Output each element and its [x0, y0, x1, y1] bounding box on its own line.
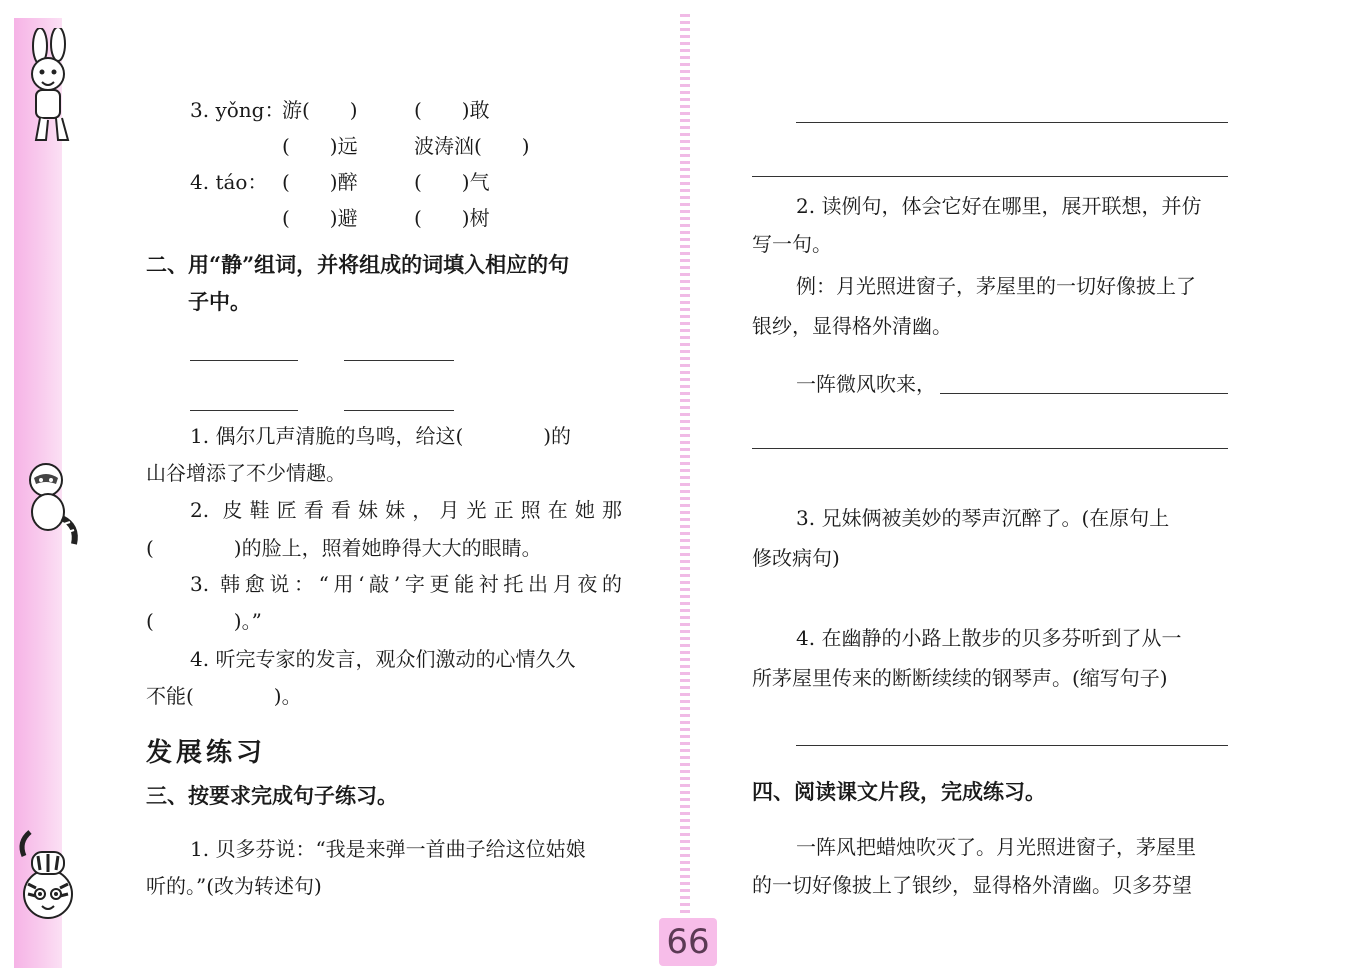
pinyin-cell: ( )敢 [414, 98, 490, 122]
raccoon-icon [12, 452, 84, 552]
passage-line: 的一切好像披上了银纱，显得格外清幽。贝多芬望 [752, 873, 1192, 897]
pinyin-cell: ( )气 [414, 170, 490, 194]
sentence-line: 2. 读例句，体会它好在哪里，展开联想，并仿 [796, 194, 1202, 218]
prompt-text: 一阵微风吹来， [796, 372, 936, 396]
rabbit-icon [12, 28, 84, 148]
sentence-line: ( )。” [146, 609, 262, 633]
example-line: 例：月光照进窗子，茅屋里的一切好像披上了 [796, 274, 1196, 298]
sentence-line: 3. 韩愈说：“用‘敲’字更能衬托出月夜的 [190, 572, 622, 596]
page-divider [680, 14, 690, 914]
sentence-line: 山谷增添了不少情趣。 [146, 461, 346, 485]
answer-blank[interactable] [344, 410, 454, 411]
question-2-title-cont: 子中。 [188, 289, 251, 314]
question-3-title: 三、按要求完成句子练习。 [146, 783, 398, 808]
pinyin-label: 4. táo： [190, 170, 268, 194]
answer-blank[interactable] [344, 360, 454, 361]
pinyin-cell: ( )树 [414, 206, 490, 230]
pinyin-cell: ( )醉 [282, 170, 358, 194]
pinyin-cell: 游( ) [282, 98, 358, 122]
section-title: 发展练习 [146, 738, 267, 768]
sentence-line: 听的。”(改为转述句) [146, 874, 322, 898]
example-line: 银纱，显得格外清幽。 [752, 314, 952, 338]
answer-line[interactable] [752, 448, 1228, 449]
sentence-line: ( )的脸上，照着她睁得大大的眼睛。 [146, 536, 542, 560]
answer-line[interactable] [796, 745, 1228, 746]
sentence-line: 所茅屋里传来的断断续续的钢琴声。(缩写句子) [752, 666, 1168, 690]
question-2-title: 二、用“静”组词，并将组成的词填入相应的句 [146, 252, 570, 277]
pinyin-label: 3. yǒng： [190, 98, 285, 122]
sentence-line: 2. 皮鞋匠看看妹妹，月光正照在她那 [190, 498, 622, 522]
sentence-line: 1. 偶尔几声清脆的鸟鸣，给这( )的 [190, 424, 572, 448]
passage-line: 一阵风把蜡烛吹灭了。月光照进窗子，茅屋里 [796, 835, 1196, 859]
answer-line[interactable] [796, 122, 1228, 123]
answer-line[interactable] [752, 176, 1228, 177]
pinyin-cell: ( )避 [282, 206, 358, 230]
sentence-line: 修改病句) [752, 546, 840, 570]
pinyin-cell: ( )远 [282, 134, 358, 158]
sentence-line: 3. 兄妹俩被美妙的琴声沉醉了。(在原句上 [796, 506, 1170, 530]
sentence-line: 1. 贝多芬说：“我是来弹一首曲子给这位姑娘 [190, 837, 586, 861]
pinyin-cell: 波涛汹( ) [414, 134, 530, 158]
answer-line[interactable] [940, 393, 1228, 394]
question-4-title: 四、阅读课文片段，完成练习。 [752, 779, 1046, 804]
page-number: 66 [659, 918, 717, 966]
tiger-icon [10, 822, 84, 932]
sentence-line: 不能( )。 [146, 684, 302, 708]
sentence-line: 4. 听完专家的发言，观众们激动的心情久久 [190, 647, 576, 671]
answer-blank[interactable] [190, 360, 298, 361]
sentence-line: 写一句。 [752, 232, 832, 256]
sentence-line: 4. 在幽静的小路上散步的贝多芬听到了从一 [796, 626, 1182, 650]
answer-blank[interactable] [190, 410, 298, 411]
